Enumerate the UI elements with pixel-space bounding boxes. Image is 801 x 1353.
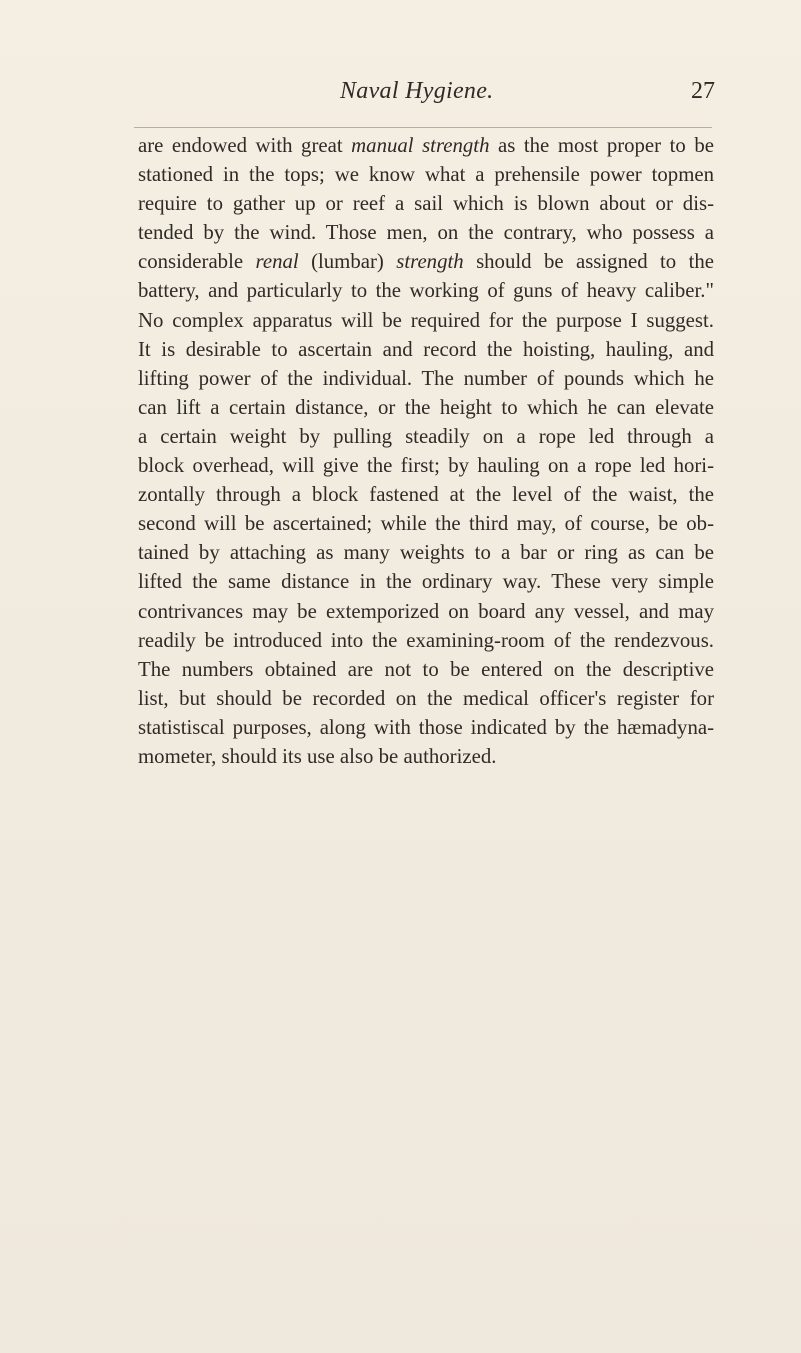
- text-line: require to gather up or reef a sail which is blown about or dis-: [138, 192, 714, 216]
- text-line: lifting power of the individual. The number of pounds which he: [138, 366, 714, 390]
- text-line: stationed in the tops; we know what a prehensile power topmen: [138, 163, 714, 187]
- text-line: considerable renal (lumbar) strength should be assigned to the: [138, 250, 715, 274]
- text-line: list, but should be recorded on the medical officer's register for: [138, 686, 714, 710]
- text-line: No complex apparatus will be required for the purpose I suggest.: [138, 308, 714, 332]
- text-line: zontally through a block fastened at the level of the waist, the: [138, 483, 714, 507]
- running-head: [0, 78, 801, 112]
- text-line: contrivances may be extemporized on board any vessel, and may: [138, 599, 714, 623]
- text-line: tained by attaching as many weights to a bar or ring as can be: [138, 541, 714, 565]
- page-number: 27: [691, 78, 715, 104]
- text-line: second will be ascertained; while the third may, of course, be ob-: [138, 512, 714, 536]
- text-line: battery, and particularly to the working of guns of heavy caliber.": [138, 279, 714, 303]
- text-line: The numbers obtained are not to be entered on the descriptive: [138, 657, 714, 681]
- header-rule: [134, 127, 712, 128]
- running-title: Naval Hygiene.: [340, 78, 494, 104]
- text-line: readily be introduced into the examining-room of the rendezvous.: [138, 628, 714, 652]
- text-line: mometer, should its use also be authorized.: [138, 744, 497, 768]
- text-line: It is desirable to ascertain and record the hoisting, hauling, and: [138, 337, 714, 361]
- text-line: block overhead, will give the first; by hauling on a rope led hori-: [138, 454, 714, 478]
- body-text: [138, 131, 714, 771]
- text-line: tended by the wind. Those men, on the contrary, who possess a: [138, 221, 714, 245]
- text-line: are endowed with great manual strength as the most proper to be: [138, 134, 714, 157]
- text-line: lifted the same distance in the ordinary way. These very simple: [138, 570, 714, 594]
- text-line: statistiscal purposes, along with those indicated by the hæmadyna-: [138, 715, 714, 739]
- text-line: can lift a certain distance, or the height to which he can elevate: [138, 395, 714, 419]
- text-line: a certain weight by pulling steadily on a rope led through a: [138, 424, 714, 448]
